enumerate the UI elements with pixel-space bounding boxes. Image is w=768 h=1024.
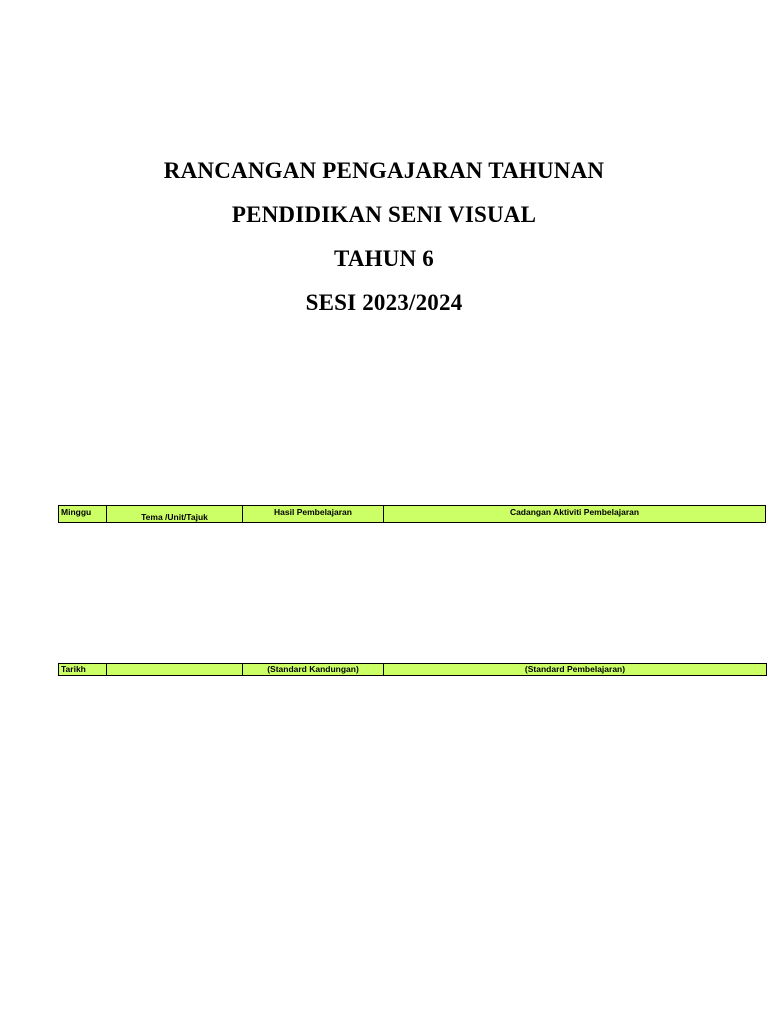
header-tema: Tema /Unit/Tajuk xyxy=(107,506,243,522)
header-blank xyxy=(107,664,243,676)
title-line-1: RANCANGAN PENGAJARAN TAHUNAN xyxy=(163,158,605,183)
title-line-2: PENDIDIKAN SENI VISUAL xyxy=(231,202,537,227)
table-header-row xyxy=(59,664,767,676)
title-line-3: TAHUN 6 xyxy=(333,246,434,271)
header-standard-pembelajaran: (Standard Pembelajaran) xyxy=(384,664,767,676)
column-header-row xyxy=(58,505,766,523)
title-line-4: SESI 2023/2024 xyxy=(305,290,463,315)
header-hasil: Hasil Pembelajaran xyxy=(243,506,384,522)
header-tarikh: Tarikh xyxy=(59,664,107,676)
header-minggu: Minggu xyxy=(59,506,107,522)
lesson-plan-table xyxy=(58,663,767,676)
header-cadangan: Cadangan Aktiviti Pembelajaran xyxy=(509,507,640,517)
header-standard-kandungan: (Standard Kandungan) xyxy=(243,664,384,676)
